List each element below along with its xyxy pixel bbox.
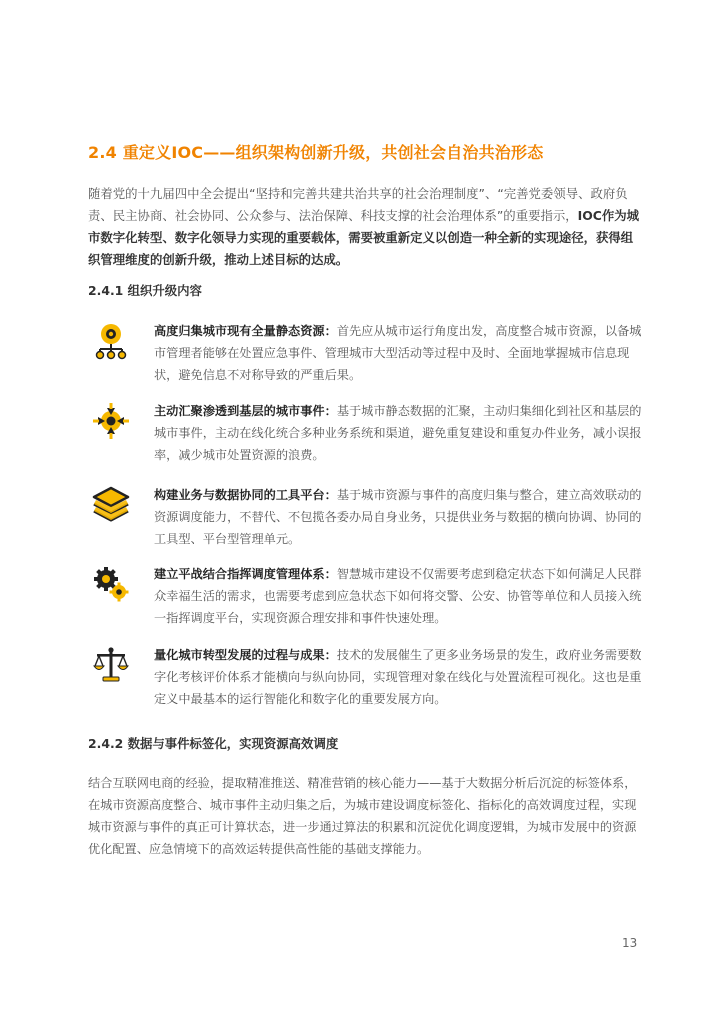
item-text	[154, 400, 644, 466]
item-text	[154, 484, 644, 550]
converge-arrows-icon	[92, 402, 130, 440]
item-text	[154, 320, 644, 386]
subsection-heading-2-4-2: 2.4.2 数据与事件标签化，实现资源高效调度	[88, 736, 339, 751]
balance-scale-icon	[92, 646, 130, 684]
list-item	[88, 484, 644, 552]
item-body: 智慧城市建设不仅需要考虑到稳定状态下如何满足人民群众幸福生活的需求，也需要考虑到应急状态下如何将交警、公安、协管等单位和人员接入统一指挥调度平台，实现资源合理安排和事件快速处理。	[154, 567, 642, 625]
layers-icon	[92, 486, 130, 524]
item-lead: 主动汇聚渗透到基层的城市事件：	[154, 404, 337, 418]
item-text	[154, 563, 644, 629]
item-lead: 构建业务与数据协同的工具平台：	[154, 488, 337, 502]
subsection-heading-2-4-1: 2.4.1 组织升级内容	[88, 283, 202, 298]
item-body: 基于城市资源与事件的高度归集与整合，建立高效联动的资源调度能力，不替代、不包揽各委办局自身业务，只提供业务与数据的横向协调、协同的工具型、平台型管理单元。	[154, 488, 642, 546]
page-number: 13	[622, 936, 638, 950]
list-item	[88, 563, 644, 631]
list-item	[88, 320, 644, 388]
list-item	[88, 644, 644, 712]
intro-paragraph	[88, 183, 644, 271]
item-body: 首先应从城市运行角度出发，高度整合城市资源，以备城市管理者能够在处置应急事件、管理城市大型活动等过程中及时、全面地掌握城市信息现状，避免信息不对称导致的严重后果。	[154, 324, 642, 382]
item-text	[154, 644, 644, 710]
item-lead: 高度归集城市现有全量静态资源：	[154, 324, 337, 338]
item-lead: 量化城市转型发展的过程与成果：	[154, 648, 337, 662]
subsection-2-paragraph: 结合互联网电商的经验，提取精准推送、精准营销的核心能力——基于大数据分析后沉淀的标签体系，在城市资源高度整合、城市事件主动归集之后，为城市建设调度标签化、指标化的高效调度过程，实现城市资源与事件的真正可计算状态，进一步通过算法的积累和沉淀优化调度逻辑，为城市发展中的资源优化配置、应急情境下的高效运转提供高性能的基础支撑能力。	[88, 776, 637, 856]
list-item	[88, 400, 644, 468]
item-body: 基于城市静态数据的汇聚，主动归集细化到社区和基层的城市事件，主动在线化统合多种业务系统和渠道，避免重复建设和重复办件业务，减小误报率，减少城市处置资源的浪费。	[154, 404, 642, 462]
intro-bold-text: IOC作为城市数字化转型、数字化领导力实现的重要载体，需要被重新定义以创造一种全新的实现途径，获得组织管理维度的创新升级，推动上述目标的达成。	[88, 208, 640, 267]
intro-text: 随着党的十九届四中全会提出“坚持和完善共建共治共享的社会治理制度”、“完善党委领导、政府负责、民主协商、社会协同、公众参与、法治保障、科技支撑的社会治理体系”的重要指示，	[88, 186, 628, 223]
item-lead: 建立平战结合指挥调度管理体系：	[154, 567, 337, 581]
data-hub-icon	[92, 322, 130, 360]
gears-icon	[92, 565, 130, 603]
section-title: 2.4 重定义IOC——组织架构创新升级，共创社会自治共治形态	[88, 143, 544, 162]
item-body: 技术的发展催生了更多业务场景的发生，政府业务需要数字化考核评价体系才能横向与纵向协同，实现管理对象在线化与处置流程可视化。这也是重定义中最基本的运行智能化和数字化的重要发展方向。	[154, 648, 642, 706]
